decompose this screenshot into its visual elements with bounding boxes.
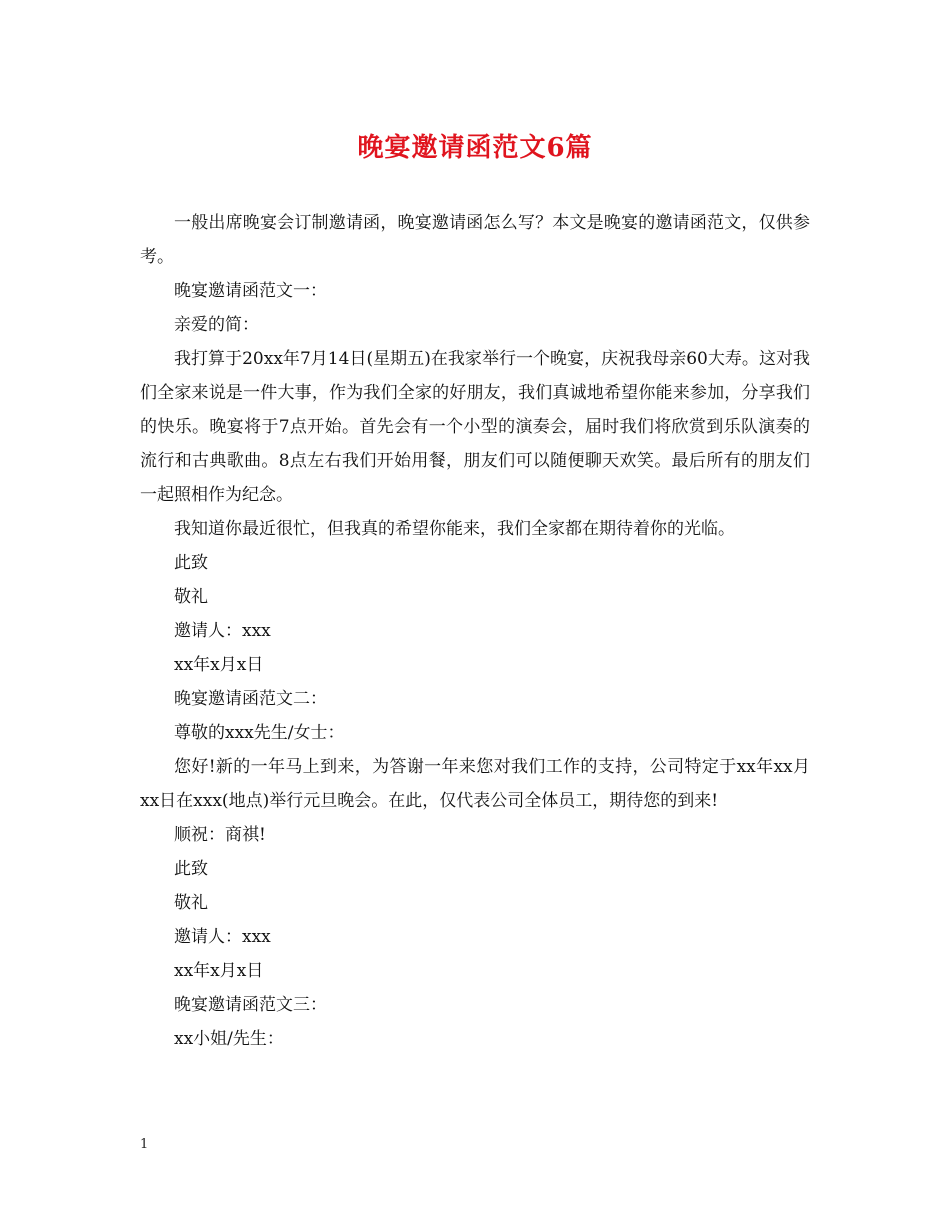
paragraph-intro: 一般出席晚宴会订制邀请函，晚宴邀请函怎么写？本文是晚宴的邀请函范文，仅供参考。 <box>140 213 810 267</box>
closing-2: 此致 <box>174 859 208 879</box>
document-body <box>140 206 810 1056</box>
regards-2: 敬礼 <box>174 893 208 913</box>
wishes-2: 顺祝：商祺! <box>174 825 266 845</box>
date-1: xx年x月x日 <box>174 655 264 675</box>
closing-1: 此致 <box>174 553 208 573</box>
salutation-1: 亲爱的简： <box>174 315 259 335</box>
inviter-2: 邀请人：xxx <box>174 927 271 947</box>
section-heading-3: 晚宴邀请函范文三： <box>174 995 327 1015</box>
paragraph-body-1: 我打算于20xx年7月14日(星期五)在我家举行一个晚宴，庆祝我母亲60大寿。这对我们全家来说是一件大事，作为我们全家的好朋友，我们真诚地希望你能来参加，分享我们的快乐。晚宴将于7点开始。首先会有一个小型的演奏会，届时我们将欣赏到乐队演奏的流行和古典歌曲。8点左右我们开始用餐，朋友们可以随便聊天欢笑。最后所有的朋友们一起照相作为纪念。 <box>140 349 810 505</box>
salutation-3: xx小姐/先生： <box>174 1029 284 1049</box>
paragraph-body-1b: 我知道你最近很忙，但我真的希望你能来，我们全家都在期待着你的光临。 <box>174 519 735 539</box>
regards-1: 敬礼 <box>174 587 208 607</box>
inviter-1: 邀请人：xxx <box>174 621 271 641</box>
document-title: 晚宴邀请函范文6篇 <box>357 133 593 163</box>
salutation-2: 尊敬的xxx先生/女士： <box>174 723 345 743</box>
date-2: xx年x月x日 <box>174 961 264 981</box>
section-heading-1: 晚宴邀请函范文一： <box>174 281 327 301</box>
page-number: 1 <box>140 1137 149 1152</box>
section-heading-2: 晚宴邀请函范文二： <box>174 689 327 709</box>
paragraph-body-2: 您好!新的一年马上到来，为答谢一年来您对我们工作的支持，公司特定于xx年xx月xx日在xxx(地点)举行元旦晚会。在此，仅代表公司全体员工，期待您的到来! <box>140 757 810 811</box>
